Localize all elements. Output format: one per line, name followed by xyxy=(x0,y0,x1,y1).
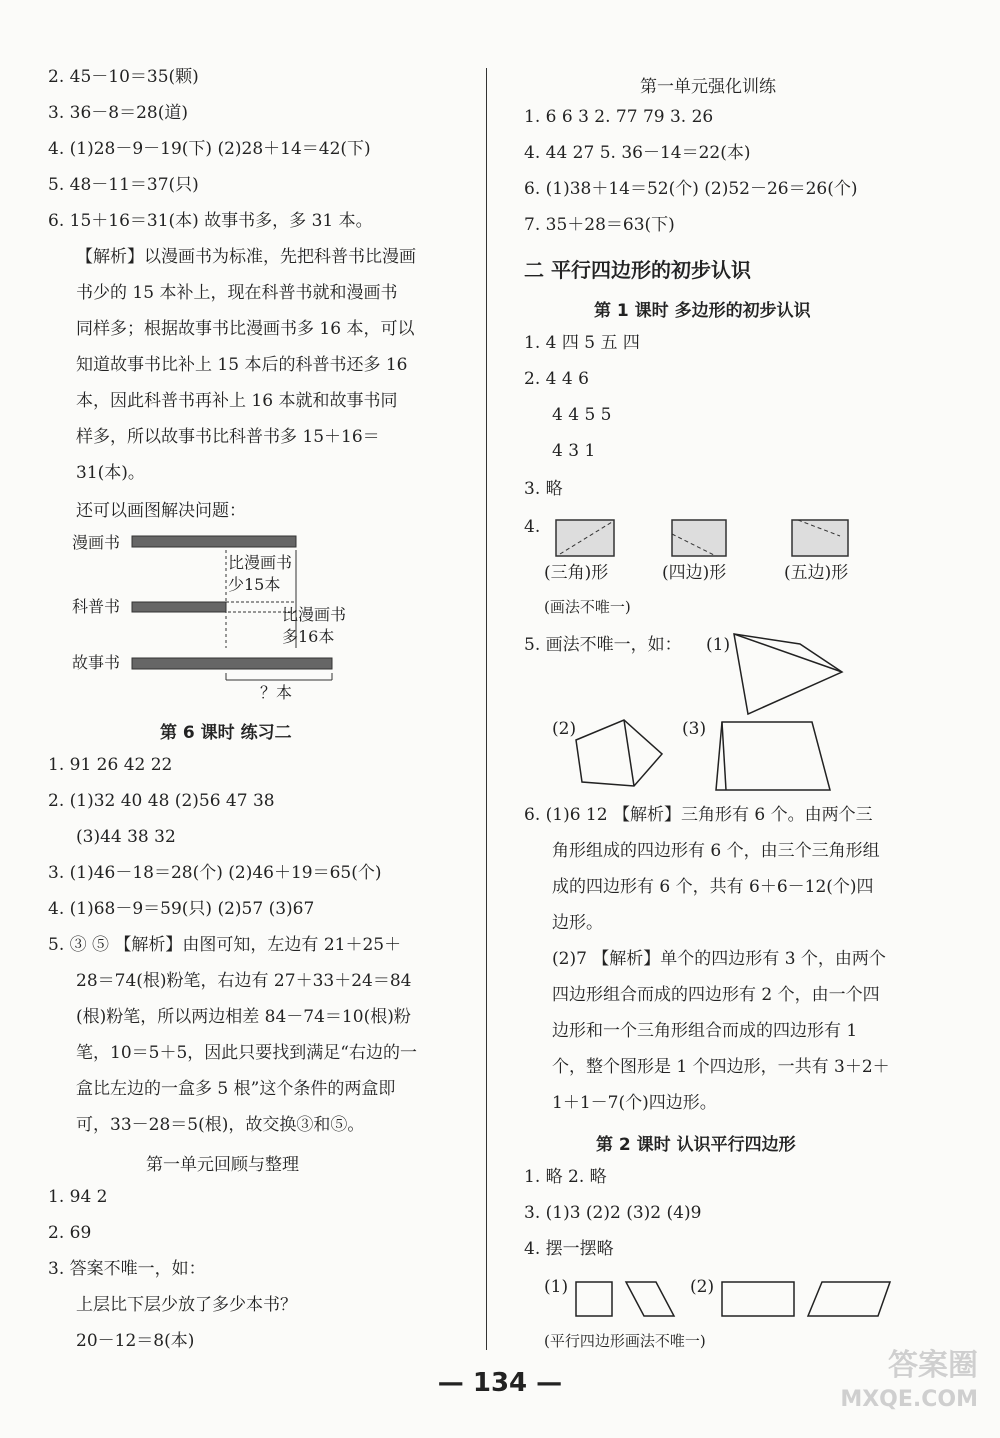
bar-kepu xyxy=(132,602,226,612)
explanation-line: 盒比左边的一盒多 5 根”这个条件的两盒即 xyxy=(76,1079,396,1099)
explanation-line: 成的四边形有 6 个，共有 6＋6－12(个)四 xyxy=(552,877,874,897)
note-1b: 少15本 xyxy=(228,575,281,594)
explanation-line: 同样多；根据故事书比漫画书多 16 本，可以 xyxy=(76,319,415,339)
answer-line: 5. 48－11＝37(只) xyxy=(48,175,199,195)
watermark-url: MXQE.COM xyxy=(840,1387,978,1412)
answer-line: 4 4 5 5 xyxy=(552,405,612,425)
answer-line: 5. 画法不唯一，如： xyxy=(524,635,682,655)
answer-line: 4. xyxy=(524,517,541,537)
figure-label: (1) xyxy=(706,635,731,655)
figure-label: (3) xyxy=(682,719,707,739)
watermark xyxy=(840,1346,978,1414)
explanation-line: 【解析】以漫画书为标准，先把科普书比漫画 xyxy=(76,247,416,267)
answer-line: 4. (1)68－9＝59(只) (2)57 (3)67 xyxy=(48,899,315,919)
answer-line: 3. (1)46－18＝28(个) (2)46＋19＝65(个) xyxy=(48,863,382,883)
figure-5-3 xyxy=(708,716,838,794)
column-divider xyxy=(486,68,487,1350)
bar-gushi xyxy=(132,658,332,669)
answer-line: 3. 略 xyxy=(524,479,563,499)
answer-line: 1. 4 四 5 五 四 xyxy=(524,333,640,353)
answer-line: 1. 略 2. 略 xyxy=(524,1167,607,1187)
explanation-line: 28＝74(根)粉笔，右边有 27＋33＋24＝84 xyxy=(76,971,412,991)
explanation-line: 笔，10＝5＋5，因此只要找到满足“右边的一 xyxy=(76,1043,417,1063)
explanation-line: 31(本)。 xyxy=(76,463,145,483)
figure-parallelograms-2 xyxy=(716,1276,896,1324)
page-number: — 134 — xyxy=(437,1368,563,1398)
answer-line: 6. (1)6 12 【解析】三角形有 6 个。由两个三 xyxy=(524,805,873,825)
figure-label: (2) xyxy=(690,1277,715,1297)
explanation-line: 个，整个图形是 1 个四边形，一共有 3＋2＋ xyxy=(552,1057,890,1077)
explanation-line: 边形和一个三角形组合而成的四边形有 1 xyxy=(552,1021,858,1041)
explanation-line: 还可以画图解决问题： xyxy=(76,501,246,521)
answer-line: 4 3 1 xyxy=(552,441,596,461)
answer-line: 4. 44 27 5. 36－14＝22(本) xyxy=(524,143,751,163)
explanation-line: 本，因此科普书再补上 16 本就和故事书同 xyxy=(76,391,398,411)
figure-5-1 xyxy=(720,630,850,720)
cut-shapes-figure xyxy=(540,516,880,564)
lesson-heading: 第 1 课时 多边形的初步认识 xyxy=(594,301,811,321)
figure-label: (1) xyxy=(544,1277,569,1297)
chapter-heading: 二 平行四边形的初步认识 xyxy=(524,258,751,282)
note-2b: 多16本 xyxy=(282,627,335,646)
explanation-line: 知道故事书比补上 15 本后的科普书还多 16 xyxy=(76,355,408,375)
answer-line: 5. ③ ⑤ 【解析】由图可知，左边有 21＋25＋ xyxy=(48,935,402,955)
label-manhua: 漫画书 xyxy=(72,533,121,552)
shape-label: (四边)形 xyxy=(662,563,727,583)
note-text: (平行四边形画法不唯一) xyxy=(544,1332,706,1350)
shape-label: (三角)形 xyxy=(544,563,609,583)
answer-line: 6. (1)38＋14＝52(个) (2)52－26＝26(个) xyxy=(524,179,858,199)
answer-line: 7. 35＋28＝63(下) xyxy=(524,215,675,235)
cut-rect-1 xyxy=(556,520,614,556)
label-kepu: 科普书 xyxy=(72,597,121,616)
cut-rect-3 xyxy=(792,520,848,556)
section-heading: 第 6 课时 练习二 xyxy=(160,723,292,743)
answer-line: 1. 6 6 3 2. 77 79 3. 26 xyxy=(524,107,714,127)
answer-line: 6. 15＋16＝31(本) 故事书多，多 31 本。 xyxy=(48,211,373,231)
figure-label: (2) xyxy=(552,719,577,739)
figure-5-2 xyxy=(568,714,668,790)
answer-line: 2. 45－10＝35(颗) xyxy=(48,67,199,87)
explanation-line: 样多，所以故事书比科普书多 15＋16＝ xyxy=(76,427,380,447)
answer-line: 3. (1)3 (2)2 (3)2 (4)9 xyxy=(524,1203,702,1223)
explanation-line: (2)7 【解析】单个的四边形有 3 个，由两个 xyxy=(552,949,886,969)
bar-manhua xyxy=(132,536,296,547)
watermark-logo: 答案圈 xyxy=(888,1348,978,1383)
note-text: (画法不唯一) xyxy=(544,598,631,616)
answer-line: 1. 94 2 xyxy=(48,1187,108,1207)
bar-diagram xyxy=(70,528,370,708)
answer-line: 3. 36－8＝28(道) xyxy=(48,103,188,123)
answer-line: 上层比下层少放了多少本书？ xyxy=(76,1295,297,1315)
label-gushi: 故事书 xyxy=(72,653,121,672)
section-heading: 第一单元强化训练 xyxy=(640,77,776,97)
section-heading: 第一单元回顾与整理 xyxy=(146,1155,299,1175)
shape-label: (五边)形 xyxy=(784,563,849,583)
explanation-line: 可，33－28＝5(根)，故交换③和⑤。 xyxy=(76,1115,365,1135)
answer-line: 2. 4 4 6 xyxy=(524,369,589,389)
answer-line: 2. 69 xyxy=(48,1223,92,1243)
answer-line: 1. 91 26 42 22 xyxy=(48,755,173,775)
explanation-line: 角形组成的四边形有 6 个，由三个三角形组 xyxy=(552,841,880,861)
explanation-line: 四边形组合而成的四边形有 2 个，由一个四 xyxy=(552,985,880,1005)
answer-line: 4. 摆一摆略 xyxy=(524,1239,614,1259)
explanation-line: 书少的 15 本补上，现在科普书就和漫画书 xyxy=(76,283,398,303)
answer-line: 4. (1)28－9－19(下) (2)28＋14＝42(下) xyxy=(48,139,371,159)
explanation-line: 边形。 xyxy=(552,913,603,933)
answer-line: 2. (1)32 40 48 (2)56 47 38 xyxy=(48,791,275,811)
lesson-heading: 第 2 课时 认识平行四边形 xyxy=(596,1135,796,1155)
answer-line: 3. 答案不唯一，如： xyxy=(48,1259,206,1279)
answer-line: 20－12＝8(本) xyxy=(76,1331,195,1351)
label-total: ？本 xyxy=(260,683,293,702)
note-1a: 比漫画书 xyxy=(228,553,293,572)
figure-parallelograms-1 xyxy=(570,1276,680,1324)
explanation-line: (根)粉笔，所以两边相差 84－74＝10(根)粉 xyxy=(76,1007,411,1027)
explanation-line: 1＋1－7(个)四边形。 xyxy=(552,1093,717,1113)
answer-line: (3)44 38 32 xyxy=(76,827,176,847)
note-2a: 比漫画书 xyxy=(282,605,347,624)
